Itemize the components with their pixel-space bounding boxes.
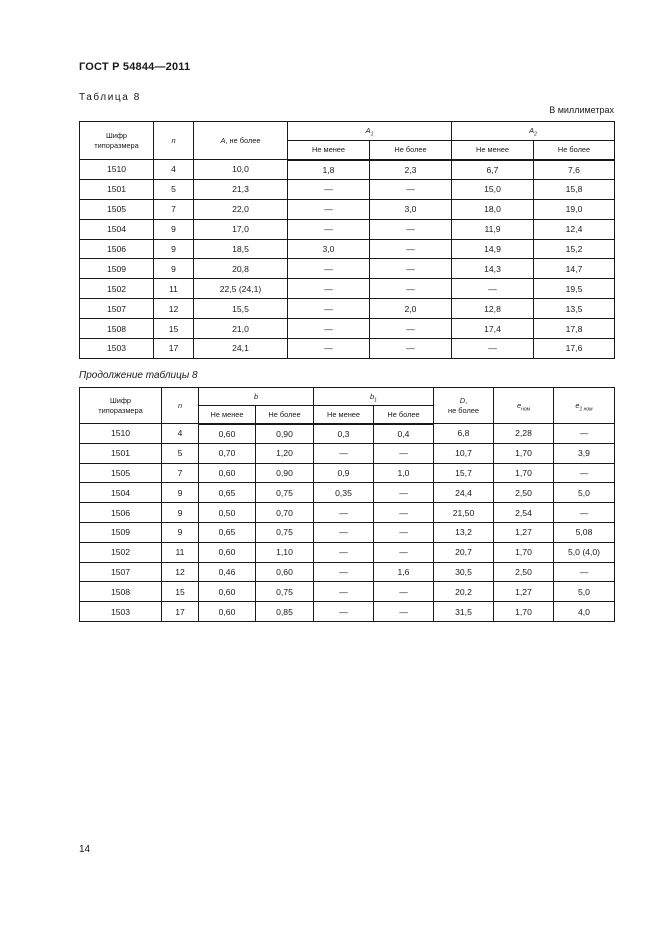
table-cell: 14,7 — [534, 259, 615, 279]
table-cell: 1,6 — [374, 562, 434, 582]
col-group-b1-subscript: 1 — [374, 397, 377, 404]
table-cell: — — [554, 424, 615, 444]
table-cell: 9 — [162, 503, 199, 523]
table-cell: 0,4 — [374, 424, 434, 444]
table-cell: 0,60 — [199, 602, 256, 622]
table-cell: 21,3 — [194, 179, 288, 199]
table-row — [80, 199, 615, 219]
table-cell: 5,0 — [554, 582, 615, 602]
table-row — [80, 443, 615, 463]
table-row — [80, 219, 615, 239]
table-cell: 0,60 — [199, 463, 256, 483]
table-row — [80, 602, 615, 622]
table-cell: 0,9 — [314, 463, 374, 483]
table-cell: 1,0 — [374, 463, 434, 483]
table-cell: — — [314, 602, 374, 622]
table-cell: 18,0 — [452, 199, 534, 219]
table-cell: 21,50 — [434, 503, 494, 523]
table-row — [80, 522, 615, 542]
table-cell: 20,8 — [194, 259, 288, 279]
col-header-n: n — [162, 388, 199, 424]
table-cell: 13,2 — [434, 522, 494, 542]
table-cell: 5,0 (4,0) — [554, 542, 615, 562]
table-cell: 5 — [162, 443, 199, 463]
table-cell: — — [374, 602, 434, 622]
table-cell: — — [370, 219, 452, 239]
table-cell: 4 — [154, 160, 194, 180]
table-cell: — — [314, 503, 374, 523]
table-cell: 20,2 — [434, 582, 494, 602]
document-header: ГОСТ Р 54844—2011 — [79, 61, 191, 73]
table-cell: 1503 — [80, 602, 162, 622]
table-cell: 1501 — [80, 179, 154, 199]
table-cell: 14,9 — [452, 239, 534, 259]
col-header-code — [80, 388, 162, 424]
table-cell: 7 — [162, 463, 199, 483]
col-header-a-symbol: A — [220, 135, 226, 145]
table-cell: 1505 — [80, 199, 154, 219]
table-cell: — — [370, 259, 452, 279]
table-cell: — — [374, 582, 434, 602]
table-cell: — — [554, 562, 615, 582]
table-cell: 22,5 (24,1) — [194, 279, 288, 299]
table-cell: 22,0 — [194, 199, 288, 219]
table-row — [80, 582, 615, 602]
table-cell: 15 — [154, 319, 194, 339]
table-cell: 6,7 — [452, 160, 534, 180]
table-row — [80, 239, 615, 259]
table-cell: 6,8 — [434, 424, 494, 444]
table-row — [80, 179, 615, 199]
table-cell: 0,75 — [256, 522, 314, 542]
table-cell: — — [314, 542, 374, 562]
table-cell: 10,0 — [194, 160, 288, 180]
col-header-e — [494, 388, 554, 424]
table-cell: 0,70 — [256, 503, 314, 523]
col-header-e1-subscript: 1 ном — [579, 406, 593, 413]
table-row — [80, 463, 615, 483]
table-cell: 1504 — [80, 219, 154, 239]
table-cell: 21,0 — [194, 319, 288, 339]
table-cell: 0,60 — [199, 424, 256, 444]
table-cell: 1,70 — [494, 602, 554, 622]
table-cell: — — [288, 259, 370, 279]
table-cell: 1504 — [80, 483, 162, 503]
table-cell: — — [370, 239, 452, 259]
table-cell: 1508 — [80, 319, 154, 339]
table-cell: — — [554, 463, 615, 483]
col-header-a1-max: Не более — [370, 141, 452, 160]
table-cell: — — [554, 503, 615, 523]
table-8-continuation-body — [80, 424, 615, 622]
col-group-a2-symbol: A — [529, 126, 535, 136]
table-cell: — — [370, 339, 452, 359]
table-row — [80, 299, 615, 319]
table-cell: 12 — [162, 562, 199, 582]
table-cell: 17,6 — [534, 339, 615, 359]
col-header-code-line2: типоразмера — [98, 405, 143, 415]
table-row — [80, 503, 615, 523]
col-header-a1-min: Не менее — [288, 141, 370, 160]
table-cell: 0,75 — [256, 582, 314, 602]
col-header-a2-max: Не более — [534, 141, 615, 160]
table-cell: — — [288, 199, 370, 219]
col-header-a — [194, 122, 288, 160]
table-cell: 0,60 — [199, 542, 256, 562]
table-cell: — — [314, 582, 374, 602]
table-cell: 1,70 — [494, 463, 554, 483]
col-header-a2-min: Не менее — [452, 141, 534, 160]
table-cell: 3,0 — [288, 239, 370, 259]
table-cell: 10,7 — [434, 443, 494, 463]
table-cell: 14,3 — [452, 259, 534, 279]
table-cell: 11 — [154, 279, 194, 299]
col-header-e-subscript: ном — [521, 406, 531, 413]
col-group-a2 — [452, 122, 615, 141]
table-cell: 7 — [154, 199, 194, 219]
table-cell: 17 — [162, 602, 199, 622]
table-title: Таблица 8 — [79, 92, 141, 103]
table-cell: 2,0 — [370, 299, 452, 319]
table-cell: 30,5 — [434, 562, 494, 582]
table-cell: 1507 — [80, 562, 162, 582]
table-cell: 18,5 — [194, 239, 288, 259]
table-cell: 5 — [154, 179, 194, 199]
col-group-b1 — [314, 388, 434, 406]
table-cell: 1,10 — [256, 542, 314, 562]
table-row — [80, 542, 615, 562]
table-cell: 1510 — [80, 424, 162, 444]
table-cell: 9 — [162, 483, 199, 503]
table-cell: — — [314, 562, 374, 582]
table-cell: — — [374, 483, 434, 503]
table-cell: 9 — [154, 219, 194, 239]
table-8-body — [80, 160, 615, 359]
table-cell: 1506 — [80, 239, 154, 259]
table-cell: 0,75 — [256, 483, 314, 503]
table-cell: 1502 — [80, 279, 154, 299]
table-cell: 1506 — [80, 503, 162, 523]
table-cell: 0,3 — [314, 424, 374, 444]
table-cell: 4,0 — [554, 602, 615, 622]
table-cell: 0,90 — [256, 463, 314, 483]
table-cell: 24,1 — [194, 339, 288, 359]
table-cell: 1509 — [80, 259, 154, 279]
col-header-e1-symbol: e — [575, 400, 580, 410]
table-cell: 1505 — [80, 463, 162, 483]
table-cell: 15,7 — [434, 463, 494, 483]
table-cell: 15,0 — [452, 179, 534, 199]
table-cell: — — [374, 542, 434, 562]
table-cell: 24,4 — [434, 483, 494, 503]
table-cell: 1,70 — [494, 443, 554, 463]
table-cell: 0,46 — [199, 562, 256, 582]
table-cell: — — [452, 339, 534, 359]
table-cell: 1502 — [80, 542, 162, 562]
col-group-b: b — [199, 388, 314, 406]
table-cell: 1508 — [80, 582, 162, 602]
units-label: В миллиметрах — [549, 105, 614, 115]
table-cell: — — [370, 179, 452, 199]
table-cell: 0,65 — [199, 522, 256, 542]
table-cell: 3,0 — [370, 199, 452, 219]
table-cell: 0,70 — [199, 443, 256, 463]
table-cell: 12 — [154, 299, 194, 319]
table-cell: 0,65 — [199, 483, 256, 503]
table-cell: — — [374, 522, 434, 542]
table-cell: 1,20 — [256, 443, 314, 463]
table-cell: 2,3 — [370, 160, 452, 180]
table-cell: 1507 — [80, 299, 154, 319]
table-row — [80, 160, 615, 180]
table-cell: 0,90 — [256, 424, 314, 444]
table-cell: 3,9 — [554, 443, 615, 463]
table-row — [80, 562, 615, 582]
table-cell: 1510 — [80, 160, 154, 180]
table-cell: 2,54 — [494, 503, 554, 523]
col-group-a1 — [288, 122, 452, 141]
col-header-code-line2: типоразмера — [94, 140, 139, 150]
table-cell: 2,28 — [494, 424, 554, 444]
table-cell: 17,4 — [452, 319, 534, 339]
table-cell: 9 — [154, 239, 194, 259]
table-row — [80, 319, 615, 339]
col-header-d-symbol: D — [459, 396, 466, 406]
col-header-d-comma: , — [465, 396, 468, 406]
table-cell: 0,60 — [199, 582, 256, 602]
table-cell: 15,8 — [534, 179, 615, 199]
table-cell: 1501 — [80, 443, 162, 463]
table-row — [80, 259, 615, 279]
col-header-d-line2: не более — [448, 405, 479, 415]
col-header-b1-min: Не менее — [314, 406, 374, 424]
table-8-continuation — [79, 387, 615, 622]
table-cell: — — [288, 179, 370, 199]
table-cell: — — [288, 339, 370, 359]
table-row — [80, 279, 615, 299]
table-row — [80, 424, 615, 444]
table-cell: — — [288, 279, 370, 299]
table-cell: 15,2 — [534, 239, 615, 259]
col-group-a1-subscript: 1 — [370, 131, 374, 138]
table-cell: 15 — [162, 582, 199, 602]
col-header-b-min: Не менее — [199, 406, 256, 424]
col-group-a2-subscript: 2 — [534, 131, 537, 138]
table-cell: 0,50 — [199, 503, 256, 523]
table-cell: 1,27 — [494, 522, 554, 542]
table-cell: 9 — [154, 259, 194, 279]
table-cell: 0,60 — [256, 562, 314, 582]
table-row — [80, 339, 615, 359]
table-cell: 17,8 — [534, 319, 615, 339]
col-group-a1-symbol: A — [365, 126, 371, 136]
table-cell: 1,8 — [288, 160, 370, 180]
col-header-a-suffix: , не более — [225, 135, 261, 145]
table-cell: 17,0 — [194, 219, 288, 239]
table-cell: — — [370, 279, 452, 299]
table-cell: 2,50 — [494, 562, 554, 582]
table-cell: 5,08 — [554, 522, 615, 542]
table-cell: 0,35 — [314, 483, 374, 503]
table-cell: — — [452, 279, 534, 299]
table-cell: — — [370, 319, 452, 339]
table-cell: 7,6 — [534, 160, 615, 180]
table-cell: 2,50 — [494, 483, 554, 503]
col-header-code — [80, 122, 154, 160]
col-header-d — [434, 388, 494, 424]
table-cell: 11,9 — [452, 219, 534, 239]
table-cell: 11 — [162, 542, 199, 562]
table-cell: — — [314, 443, 374, 463]
table-cell: 31,5 — [434, 602, 494, 622]
table-cell: 1,70 — [494, 542, 554, 562]
table-cell: — — [288, 299, 370, 319]
table-cell: — — [374, 503, 434, 523]
col-header-code-line1: Шифр — [105, 131, 128, 141]
table-cell: 4 — [162, 424, 199, 444]
table-cell: 5,0 — [554, 483, 615, 503]
col-header-b-max: Не более — [256, 406, 314, 424]
table-cell: 12,4 — [534, 219, 615, 239]
table-row — [80, 483, 615, 503]
table-cell: 9 — [162, 522, 199, 542]
table-cell: 0,85 — [256, 602, 314, 622]
table-cell: 17 — [154, 339, 194, 359]
col-header-e1 — [554, 388, 615, 424]
table-cell: 19,0 — [534, 199, 615, 219]
table-cell: 1,27 — [494, 582, 554, 602]
table-cell: 19,5 — [534, 279, 615, 299]
col-group-b1-symbol: b — [370, 391, 375, 401]
col-header-b1-max: Не более — [374, 406, 434, 424]
table-cell: — — [288, 319, 370, 339]
table-cell: — — [374, 443, 434, 463]
table-cell: 1509 — [80, 522, 162, 542]
continuation-title: Продолжение таблицы 8 — [79, 370, 198, 381]
table-cell: 20,7 — [434, 542, 494, 562]
table-cell: 12,8 — [452, 299, 534, 319]
table-cell: — — [288, 219, 370, 239]
col-header-code-line1: Шифр — [109, 396, 132, 406]
page-number: 14 — [79, 844, 91, 855]
table-cell: 15,5 — [194, 299, 288, 319]
table-cell: — — [314, 522, 374, 542]
col-header-e-symbol: e — [516, 400, 522, 410]
table-cell: 1503 — [80, 339, 154, 359]
col-header-n: n — [154, 122, 194, 160]
table-cell: 13,5 — [534, 299, 615, 319]
table-8 — [79, 121, 615, 359]
